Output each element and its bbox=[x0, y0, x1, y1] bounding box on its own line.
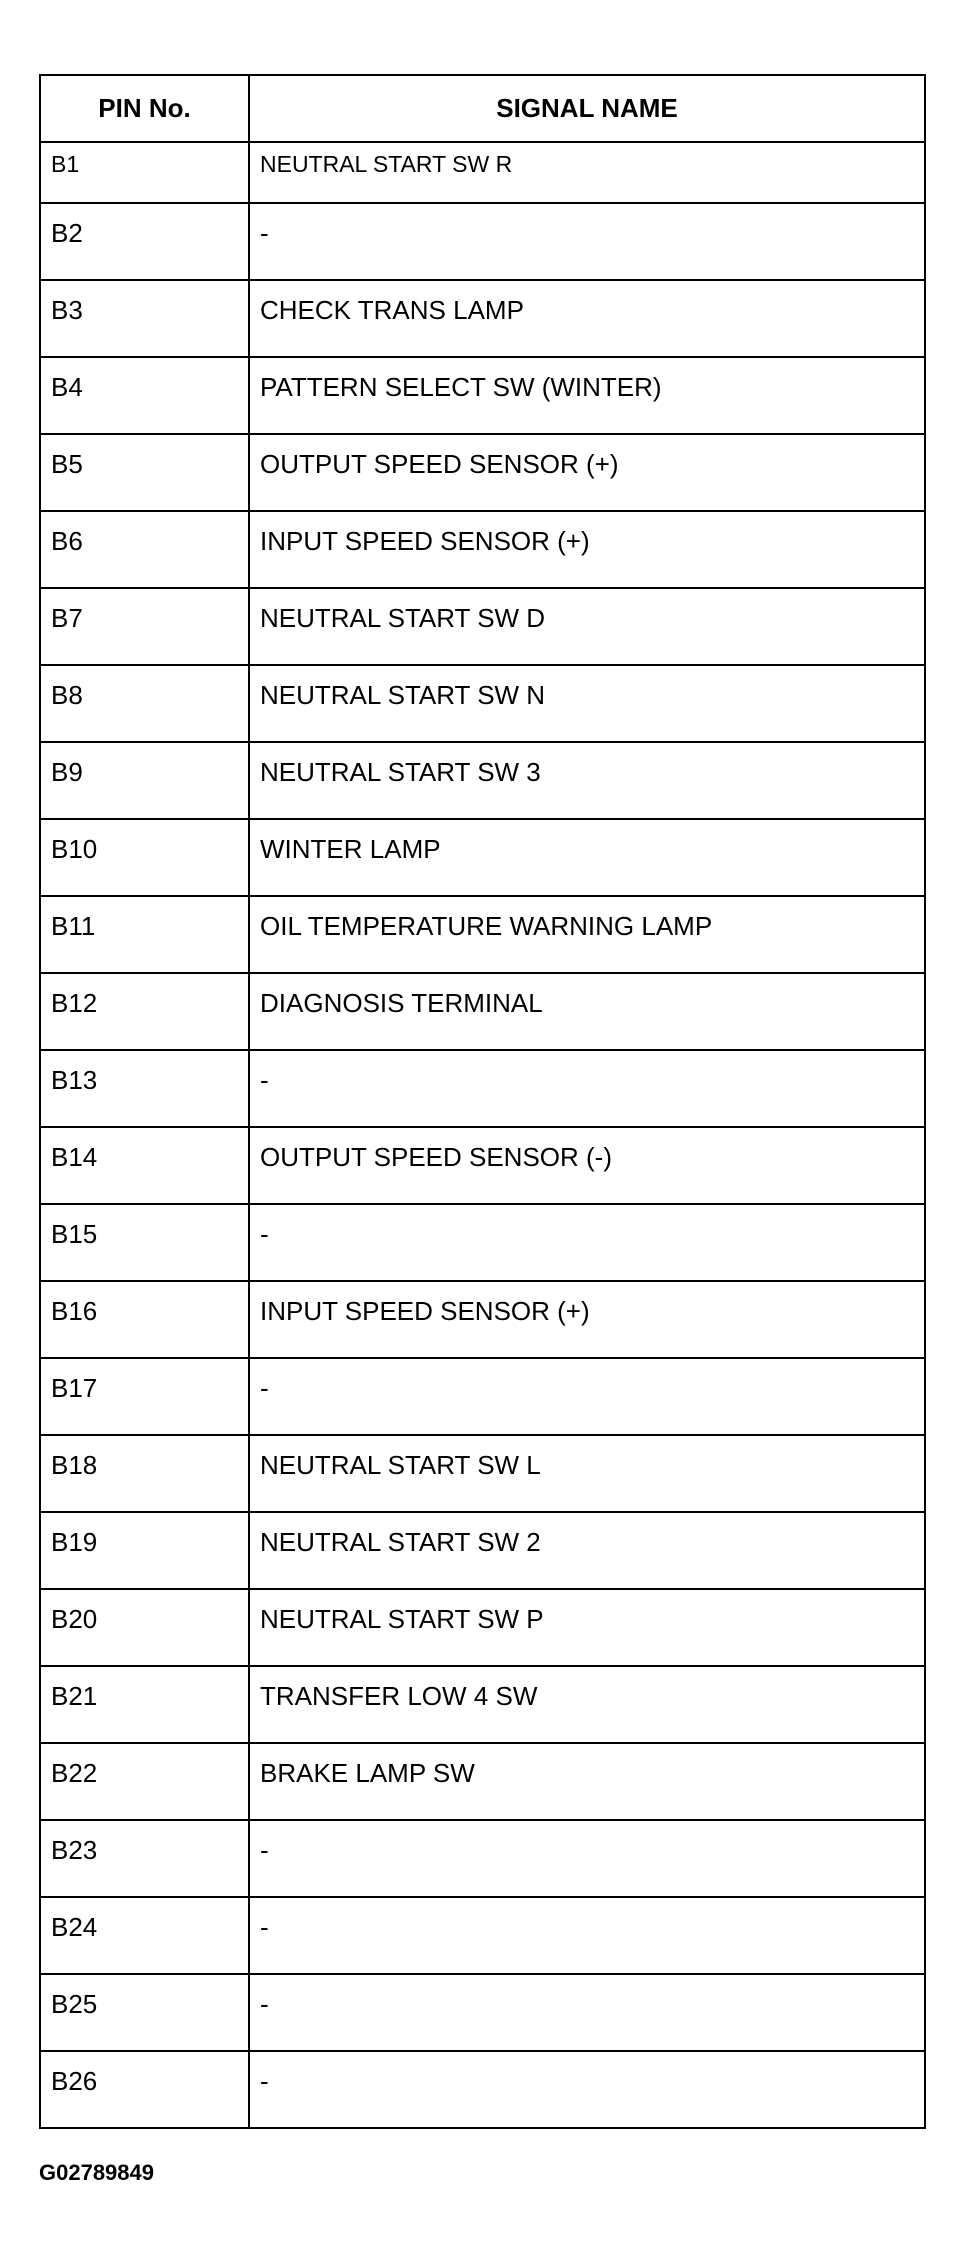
signal-name-text: - bbox=[260, 1989, 269, 2019]
signal-name-text: NEUTRAL START SW R bbox=[260, 151, 513, 177]
signal-name-cell bbox=[249, 1666, 925, 1743]
table-row bbox=[40, 1435, 925, 1512]
pin-number-cell bbox=[40, 1512, 249, 1589]
pin-number-text: B24 bbox=[51, 1912, 98, 1942]
signal-name-cell bbox=[249, 1820, 925, 1897]
table-row bbox=[40, 1974, 925, 2051]
pin-number-text: B12 bbox=[51, 988, 98, 1018]
table-row bbox=[40, 1204, 925, 1281]
signal-name-text: - bbox=[260, 1912, 269, 1942]
pin-number-text: B7 bbox=[51, 603, 83, 633]
pin-number-cell bbox=[40, 357, 249, 434]
pin-number-cell bbox=[40, 1666, 249, 1743]
signal-name-cell bbox=[249, 588, 925, 665]
pin-number-cell bbox=[40, 665, 249, 742]
pin-number-cell bbox=[40, 1589, 249, 1666]
pin-number-cell bbox=[40, 1050, 249, 1127]
pin-number-text: B20 bbox=[51, 1604, 98, 1634]
table-row bbox=[40, 819, 925, 896]
table-header-row bbox=[40, 75, 925, 142]
signal-name-cell bbox=[249, 203, 925, 280]
pin-number-text: B9 bbox=[51, 757, 83, 787]
signal-name-cell bbox=[249, 1974, 925, 2051]
pin-number-text: B10 bbox=[51, 834, 98, 864]
table-row bbox=[40, 1897, 925, 1974]
signal-name-text: - bbox=[260, 1219, 269, 1249]
pin-number-text: B15 bbox=[51, 1219, 98, 1249]
pin-number-text: B2 bbox=[51, 218, 83, 248]
signal-name-cell bbox=[249, 819, 925, 896]
signal-name-cell bbox=[249, 511, 925, 588]
pin-number-cell bbox=[40, 896, 249, 973]
pin-number-cell bbox=[40, 2051, 249, 2128]
table-row bbox=[40, 434, 925, 511]
table-row bbox=[40, 588, 925, 665]
table-row bbox=[40, 1050, 925, 1127]
table-row bbox=[40, 2051, 925, 2128]
table-row bbox=[40, 511, 925, 588]
signal-name-cell bbox=[249, 1050, 925, 1127]
signal-name-cell bbox=[249, 1281, 925, 1358]
pin-number-text: B18 bbox=[51, 1450, 98, 1480]
signal-name-cell bbox=[249, 1743, 925, 1820]
signal-name-cell bbox=[249, 434, 925, 511]
pin-number-cell bbox=[40, 280, 249, 357]
signal-name-text: NEUTRAL START SW 3 bbox=[260, 757, 541, 787]
signal-name-text: OUTPUT SPEED SENSOR (-) bbox=[260, 1142, 613, 1172]
table-row bbox=[40, 1820, 925, 1897]
table-row bbox=[40, 1743, 925, 1820]
pin-number-cell bbox=[40, 1820, 249, 1897]
table-row bbox=[40, 665, 925, 742]
pin-number-cell bbox=[40, 203, 249, 280]
pin-number-text: B25 bbox=[51, 1989, 98, 2019]
pin-number-cell bbox=[40, 1743, 249, 1820]
signal-name-cell bbox=[249, 665, 925, 742]
pin-number-text: B19 bbox=[51, 1527, 98, 1557]
pin-signal-table bbox=[39, 74, 926, 2129]
table-row bbox=[40, 280, 925, 357]
signal-name-cell bbox=[249, 1897, 925, 1974]
pin-number-text: B16 bbox=[51, 1296, 98, 1326]
signal-name-text: - bbox=[260, 218, 269, 248]
pin-signal-table-container bbox=[39, 74, 924, 2129]
signal-name-cell bbox=[249, 896, 925, 973]
pin-number-text: B21 bbox=[51, 1681, 98, 1711]
signal-name-text: NEUTRAL START SW P bbox=[260, 1604, 544, 1634]
table-row bbox=[40, 896, 925, 973]
signal-name-text: NEUTRAL START SW 2 bbox=[260, 1527, 541, 1557]
signal-name-text: NEUTRAL START SW D bbox=[260, 603, 546, 633]
pin-number-text: B4 bbox=[51, 372, 83, 402]
pin-number-text: B22 bbox=[51, 1758, 98, 1788]
figure-id: G02789849 bbox=[39, 2160, 154, 2185]
signal-name-cell bbox=[249, 1204, 925, 1281]
pin-number-header: PIN No. bbox=[40, 75, 249, 142]
signal-name-cell bbox=[249, 357, 925, 434]
pin-number-cell bbox=[40, 588, 249, 665]
table-row bbox=[40, 142, 925, 203]
pin-number-cell bbox=[40, 1204, 249, 1281]
signal-name-text: OIL TEMPERATURE WARNING LAMP bbox=[260, 911, 713, 941]
signal-name-text: WINTER LAMP bbox=[260, 834, 441, 864]
pin-number-cell bbox=[40, 511, 249, 588]
table-row bbox=[40, 1281, 925, 1358]
pin-number-text: B6 bbox=[51, 526, 83, 556]
signal-name-text: CHECK TRANS LAMP bbox=[260, 295, 524, 325]
pin-number-cell bbox=[40, 1897, 249, 1974]
signal-name-cell bbox=[249, 973, 925, 1050]
pin-number-text: B11 bbox=[51, 911, 96, 941]
signal-name-text: OUTPUT SPEED SENSOR (+) bbox=[260, 449, 619, 479]
signal-name-text: - bbox=[260, 1373, 269, 1403]
signal-name-text: - bbox=[260, 1065, 269, 1095]
signal-name-text: - bbox=[260, 2066, 269, 2096]
pin-number-cell bbox=[40, 1281, 249, 1358]
pin-number-text: B13 bbox=[51, 1065, 98, 1095]
signal-name-cell bbox=[249, 280, 925, 357]
pin-number-cell bbox=[40, 1435, 249, 1512]
pin-number-cell bbox=[40, 1974, 249, 2051]
signal-name-text: NEUTRAL START SW L bbox=[260, 1450, 541, 1480]
pin-number-text: B3 bbox=[51, 295, 83, 325]
pin-number-text: B23 bbox=[51, 1835, 98, 1865]
pin-number-text: B26 bbox=[51, 2066, 98, 2096]
pin-number-text: B14 bbox=[51, 1142, 98, 1172]
table-row bbox=[40, 357, 925, 434]
table-row bbox=[40, 203, 925, 280]
signal-name-cell bbox=[249, 742, 925, 819]
table-row bbox=[40, 973, 925, 1050]
signal-name-cell bbox=[249, 1127, 925, 1204]
pin-number-cell bbox=[40, 1127, 249, 1204]
signal-name-text: NEUTRAL START SW N bbox=[260, 680, 546, 710]
signal-name-cell bbox=[249, 1435, 925, 1512]
signal-name-cell bbox=[249, 1512, 925, 1589]
table-body bbox=[40, 142, 925, 2128]
signal-name-header: SIGNAL NAME bbox=[249, 75, 925, 142]
pin-number-cell bbox=[40, 973, 249, 1050]
table-row bbox=[40, 1127, 925, 1204]
pin-number-cell bbox=[40, 819, 249, 896]
pin-number-cell bbox=[40, 142, 249, 203]
signal-name-cell bbox=[249, 2051, 925, 2128]
table-row bbox=[40, 1358, 925, 1435]
signal-name-text: INPUT SPEED SENSOR (+) bbox=[260, 1296, 590, 1326]
signal-name-cell bbox=[249, 1589, 925, 1666]
table-row bbox=[40, 1666, 925, 1743]
signal-name-text: DIAGNOSIS TERMINAL bbox=[260, 988, 543, 1018]
signal-name-text: TRANSFER LOW 4 SW bbox=[260, 1681, 538, 1711]
table-row bbox=[40, 1512, 925, 1589]
pin-number-text: B5 bbox=[51, 449, 83, 479]
pin-number-cell bbox=[40, 742, 249, 819]
table-row bbox=[40, 742, 925, 819]
signal-name-text: BRAKE LAMP SW bbox=[260, 1758, 475, 1788]
signal-name-cell bbox=[249, 142, 925, 203]
signal-name-cell bbox=[249, 1358, 925, 1435]
pin-number-cell bbox=[40, 434, 249, 511]
pin-number-text: B1 bbox=[51, 151, 80, 177]
signal-name-text: - bbox=[260, 1835, 269, 1865]
signal-name-text: PATTERN SELECT SW (WINTER) bbox=[260, 372, 662, 402]
signal-name-text: INPUT SPEED SENSOR (+) bbox=[260, 526, 590, 556]
pin-number-cell bbox=[40, 1358, 249, 1435]
table-row bbox=[40, 1589, 925, 1666]
pin-number-text: B8 bbox=[51, 680, 83, 710]
pin-number-text: B17 bbox=[51, 1373, 98, 1403]
